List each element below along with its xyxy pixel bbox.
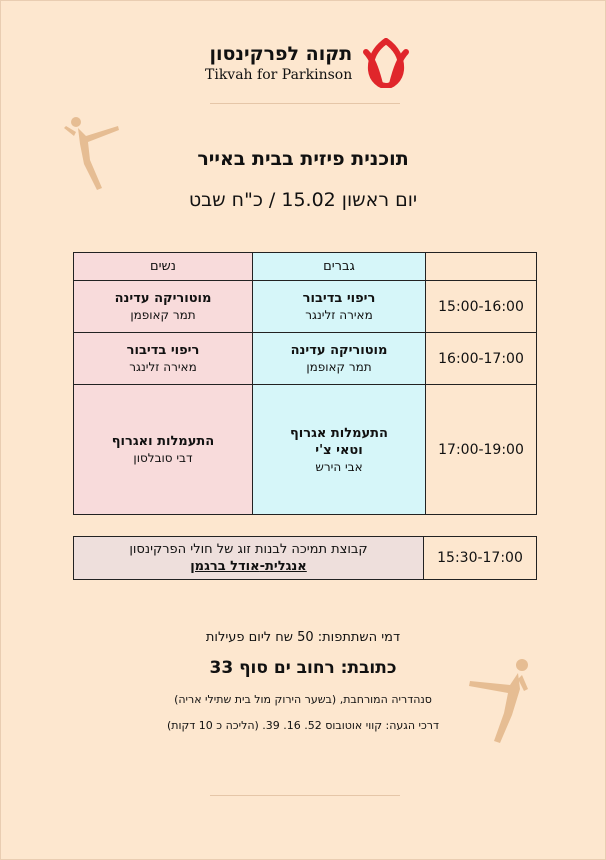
activity-name: התעמלות ואגרוף: [111, 434, 215, 449]
logo: [205, 38, 410, 88]
activity-name-line2: וטאי צ'י: [315, 442, 363, 458]
table-row: [74, 333, 537, 385]
men-session-cell: [253, 333, 426, 385]
divider: [210, 103, 400, 104]
logo-hebrew-name: תקוה לפרקינסון: [209, 43, 353, 65]
time-cell: 16:00-17:00: [426, 333, 537, 385]
instructor-name: אבי הירש: [315, 459, 363, 474]
participation-fee: דמי השתתפות: 50 שח ליום פעילות: [205, 630, 401, 645]
men-column-header: גברים: [253, 253, 426, 281]
support-group-description: קבוצת תמיכה לבנות זוג של חולי הפרקינסון: [129, 542, 368, 557]
tulip-logo-icon: [362, 38, 410, 88]
leader-separator: -: [259, 559, 266, 574]
divider: [210, 795, 400, 796]
time-cell: 17:00-19:00: [426, 385, 537, 515]
instructor-name: מאירה זלינגר: [129, 360, 197, 374]
women-session-cell: [74, 281, 253, 333]
instructor-name: דבי סובלסון: [133, 451, 193, 465]
support-group-time: 15:30-17:00: [424, 537, 537, 580]
activity-name: התעמלות אגרוף: [290, 425, 388, 441]
leader-name: אודל ברגמן: [190, 559, 260, 574]
time-column-header: [426, 253, 537, 281]
activity-name: מוטוריקה עדינה: [290, 343, 388, 358]
table-row: [74, 537, 537, 580]
time-cell: 15:00-16:00: [426, 281, 537, 333]
support-group-cell: [74, 537, 424, 580]
instructor-name: תמר קאופמן: [306, 360, 372, 374]
table-row: [74, 281, 537, 333]
location-details: סנהדריה המורחבת, (בשער הירוק מול בית שתילי אריה): [174, 693, 432, 706]
women-session-cell: [74, 333, 253, 385]
schedule-table: [73, 252, 537, 515]
schedule-header-row: [74, 253, 537, 281]
activity-name: מוטוריקה עדינה: [114, 291, 212, 306]
support-group-leader: [75, 558, 422, 575]
activity-name: ריפוי בדיבור: [126, 343, 200, 358]
men-session-cell: [253, 385, 426, 515]
page-subtitle-date: יום ראשון 15.02 / כ"ח שבט: [188, 189, 418, 211]
support-group-table: [73, 536, 537, 580]
men-session-cell: [253, 281, 426, 333]
page-title: תוכנית פיזית בבית באייר: [197, 148, 409, 170]
activity-name: ריפוי בדיבור: [302, 291, 376, 306]
table-row: [74, 385, 537, 515]
address: כתובת: רחוב ים סוף 33: [209, 658, 397, 678]
leader-language: אנגלית: [265, 559, 307, 574]
directions: דרכי הגעה: קווי אוטובוס 52. 16. 39. (הליכה כ 10 דקות): [166, 719, 440, 732]
women-session-cell: [74, 385, 253, 515]
instructor-name: תמר קאופמן: [130, 308, 196, 322]
instructor-name: מאירה זלינגר: [305, 308, 373, 322]
logo-english-name: Tikvah for Parkinson: [205, 67, 353, 83]
women-column-header: נשים: [74, 253, 253, 281]
